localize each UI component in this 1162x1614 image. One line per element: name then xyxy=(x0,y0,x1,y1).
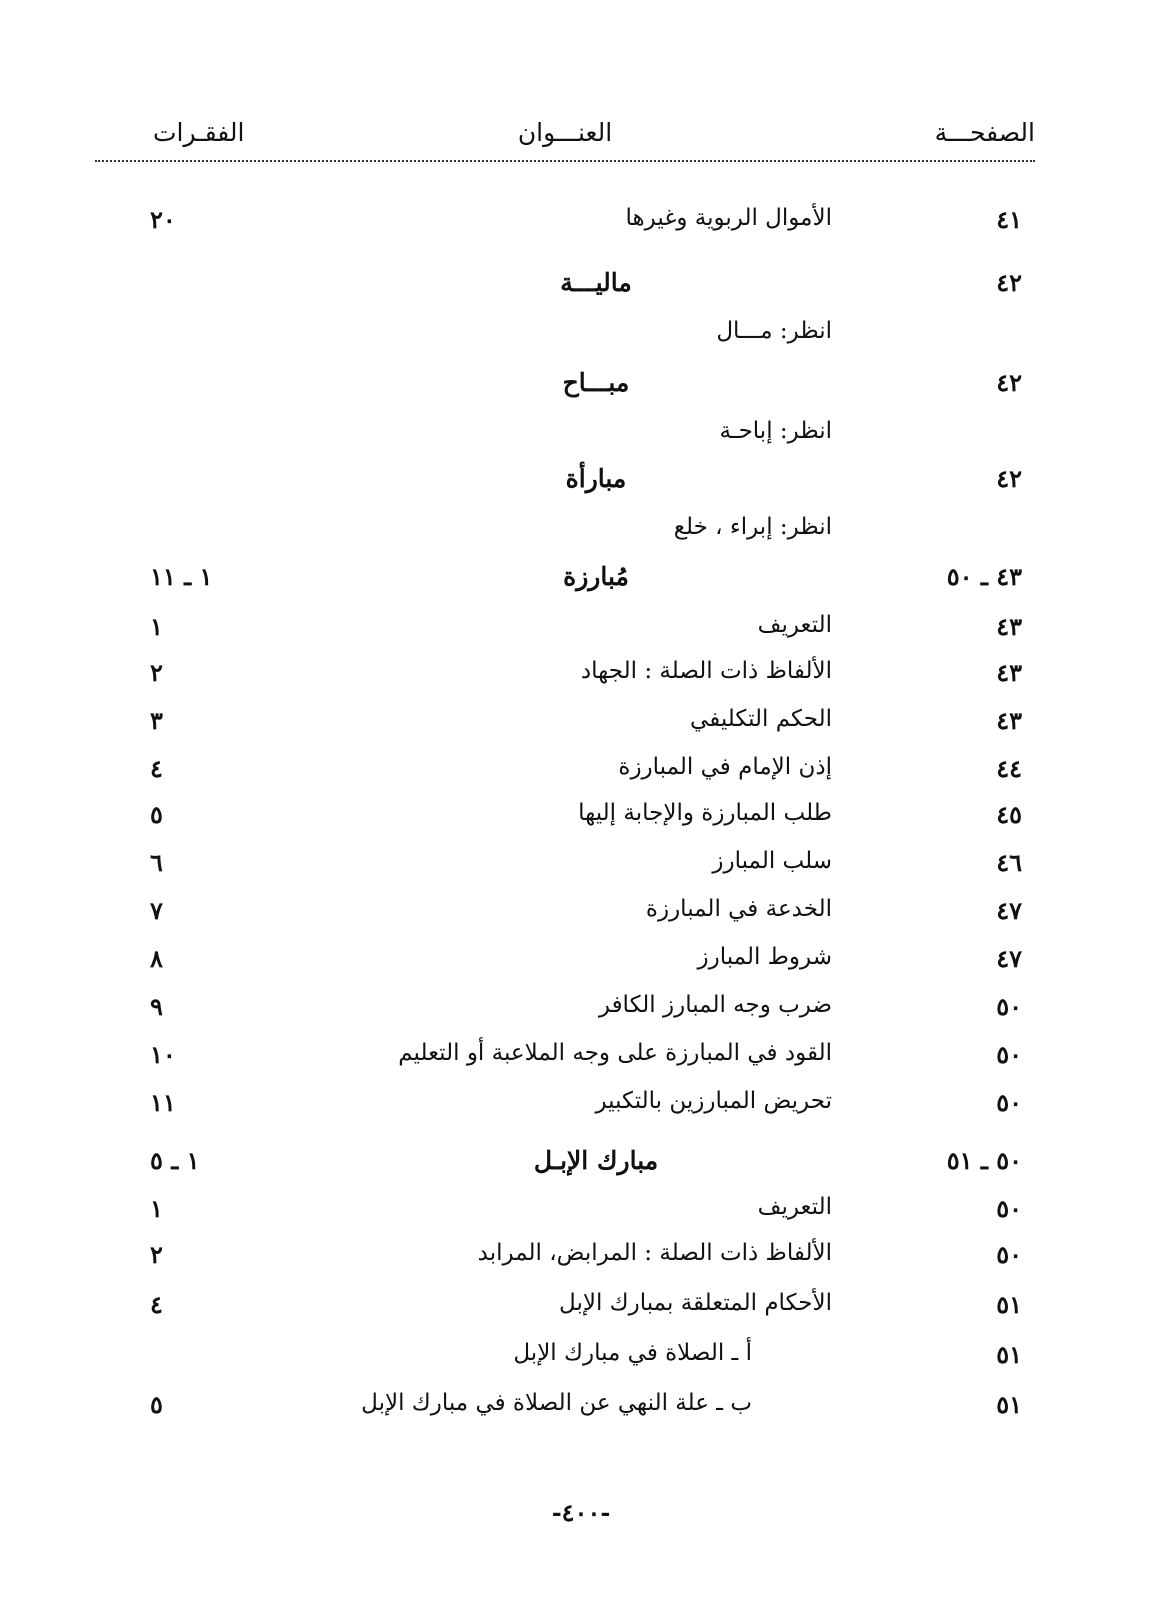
row-see-reference: انظر: مـــال xyxy=(716,318,832,344)
row-title: الألفاظ ذات الصلة : الجهاد xyxy=(580,658,832,684)
index-heading-row xyxy=(0,1146,1162,1190)
index-row xyxy=(0,514,1162,558)
row-paragraphs: ١ ـ ١١ xyxy=(150,562,213,591)
header-dotted-divider xyxy=(95,160,1035,162)
index-row xyxy=(0,1194,1162,1238)
row-title: الأموال الربوية وغيرها xyxy=(625,205,832,231)
row-title: مُبارزة xyxy=(563,562,629,591)
row-page-number: ٥٠ xyxy=(996,1194,1022,1223)
index-row xyxy=(0,754,1162,798)
row-title: أ ـ الصلاة في مبارك الإبل xyxy=(513,1340,752,1366)
index-row xyxy=(0,612,1162,656)
row-paragraphs: ١ xyxy=(150,612,163,641)
index-row xyxy=(0,800,1162,844)
index-heading-row xyxy=(0,368,1162,412)
row-page-number: ٤٤ xyxy=(996,754,1022,783)
row-page-number: ٤٧ xyxy=(996,944,1022,973)
row-page-number: ٤٣ ـ ٥٠ xyxy=(946,562,1022,591)
row-paragraphs: ٢ xyxy=(150,658,163,687)
row-title: مبـــاح xyxy=(562,368,630,397)
row-title: طلب المبارزة والإجابة إليها xyxy=(578,800,832,826)
index-heading-row xyxy=(0,464,1162,508)
row-page-number: ٥١ xyxy=(996,1340,1022,1369)
page-number: -٤٠٠- xyxy=(551,1498,611,1527)
row-page-number: ٤٥ xyxy=(996,800,1022,829)
row-page-number: ٤٦ xyxy=(996,848,1022,877)
index-heading-row xyxy=(0,268,1162,312)
row-title: مبارك الإبـل xyxy=(533,1146,659,1175)
row-paragraphs: ٥ xyxy=(150,800,163,829)
row-see-reference: انظر: إبراء ، خلع xyxy=(673,514,832,540)
row-paragraphs: ٤ xyxy=(150,754,163,783)
row-paragraphs: ١٠ xyxy=(150,1040,176,1069)
row-title: التعريف xyxy=(757,1194,832,1220)
index-heading-row xyxy=(0,562,1162,606)
row-paragraphs: ٩ xyxy=(150,992,163,1021)
row-title: الخدعة في المبارزة xyxy=(645,896,832,922)
row-page-number: ٤٢ xyxy=(996,368,1022,397)
row-page-number: ٥٠ xyxy=(996,992,1022,1021)
row-title: شروط المبارز xyxy=(697,944,832,970)
row-title: تحريض المبارزين بالتكبير xyxy=(595,1088,832,1114)
row-page-number: ٥٠ ـ ٥١ xyxy=(946,1146,1022,1175)
row-title: مبارأة xyxy=(565,464,627,493)
index-row xyxy=(0,944,1162,988)
index-row xyxy=(0,418,1162,462)
index-row xyxy=(0,205,1162,249)
index-row xyxy=(0,1040,1162,1084)
row-title: الألفاظ ذات الصلة : المرابض، المرابد xyxy=(477,1240,832,1266)
index-row xyxy=(0,1340,1162,1384)
row-paragraphs: ٢ xyxy=(150,1240,163,1269)
row-title: الأحكام المتعلقة بمبارك الإبل xyxy=(559,1290,832,1316)
row-title: إذن الإمام في المبارزة xyxy=(618,754,832,780)
row-title: ب ـ علة النهي عن الصلاة في مبارك الإبل xyxy=(361,1390,752,1416)
row-page-number: ٤٢ xyxy=(996,268,1022,297)
row-paragraphs: ١١ xyxy=(150,1088,176,1117)
row-page-number: ٥٠ xyxy=(996,1088,1022,1117)
index-row xyxy=(0,992,1162,1036)
row-paragraphs: ٦ xyxy=(150,848,163,877)
index-row xyxy=(0,658,1162,702)
row-paragraphs: ١ xyxy=(150,1194,163,1223)
row-title: سلب المبارز xyxy=(712,848,832,874)
paragraphs-column-header: الفقـرات xyxy=(153,118,245,147)
row-see-reference: انظر: إباحـة xyxy=(719,418,832,444)
row-title: التعريف xyxy=(757,612,832,638)
index-row xyxy=(0,1240,1162,1284)
row-page-number: ٤١ xyxy=(996,205,1022,234)
row-page-number: ٥٠ xyxy=(996,1040,1022,1069)
row-paragraphs: ٤ xyxy=(150,1290,163,1319)
row-title: القود في المبارزة على وجه الملاعبة أو التعليم xyxy=(398,1040,832,1066)
index-row xyxy=(0,1088,1162,1132)
row-page-number: ٤٣ xyxy=(996,612,1022,641)
row-page-number: ٤٧ xyxy=(996,896,1022,925)
index-row xyxy=(0,318,1162,362)
row-page-number: ٥٠ xyxy=(996,1240,1022,1269)
page-column-header: الصفحـــة xyxy=(934,118,1035,147)
row-page-number: ٥١ xyxy=(996,1290,1022,1319)
row-paragraphs: ٢٠ xyxy=(150,205,176,234)
row-paragraphs: ١ ـ ٥ xyxy=(150,1146,200,1175)
row-paragraphs: ٣ xyxy=(150,706,163,735)
title-column-header: العنـــوان xyxy=(517,118,613,147)
row-page-number: ٤٣ xyxy=(996,658,1022,687)
row-title: الحكم التكليفي xyxy=(690,706,832,732)
index-row xyxy=(0,1390,1162,1434)
row-paragraphs: ٥ xyxy=(150,1390,163,1419)
index-row xyxy=(0,1290,1162,1334)
row-page-number: ٥١ xyxy=(996,1390,1022,1419)
row-paragraphs: ٨ xyxy=(150,944,163,973)
row-title: ضرب وجه المبارز الكافر xyxy=(598,992,832,1018)
row-page-number: ٤٣ xyxy=(996,706,1022,735)
row-page-number: ٤٢ xyxy=(996,464,1022,493)
index-row xyxy=(0,896,1162,940)
row-title: ماليـــة xyxy=(560,268,632,297)
index-row xyxy=(0,706,1162,750)
row-paragraphs: ٧ xyxy=(150,896,163,925)
table-header xyxy=(95,118,1035,158)
index-row xyxy=(0,848,1162,892)
